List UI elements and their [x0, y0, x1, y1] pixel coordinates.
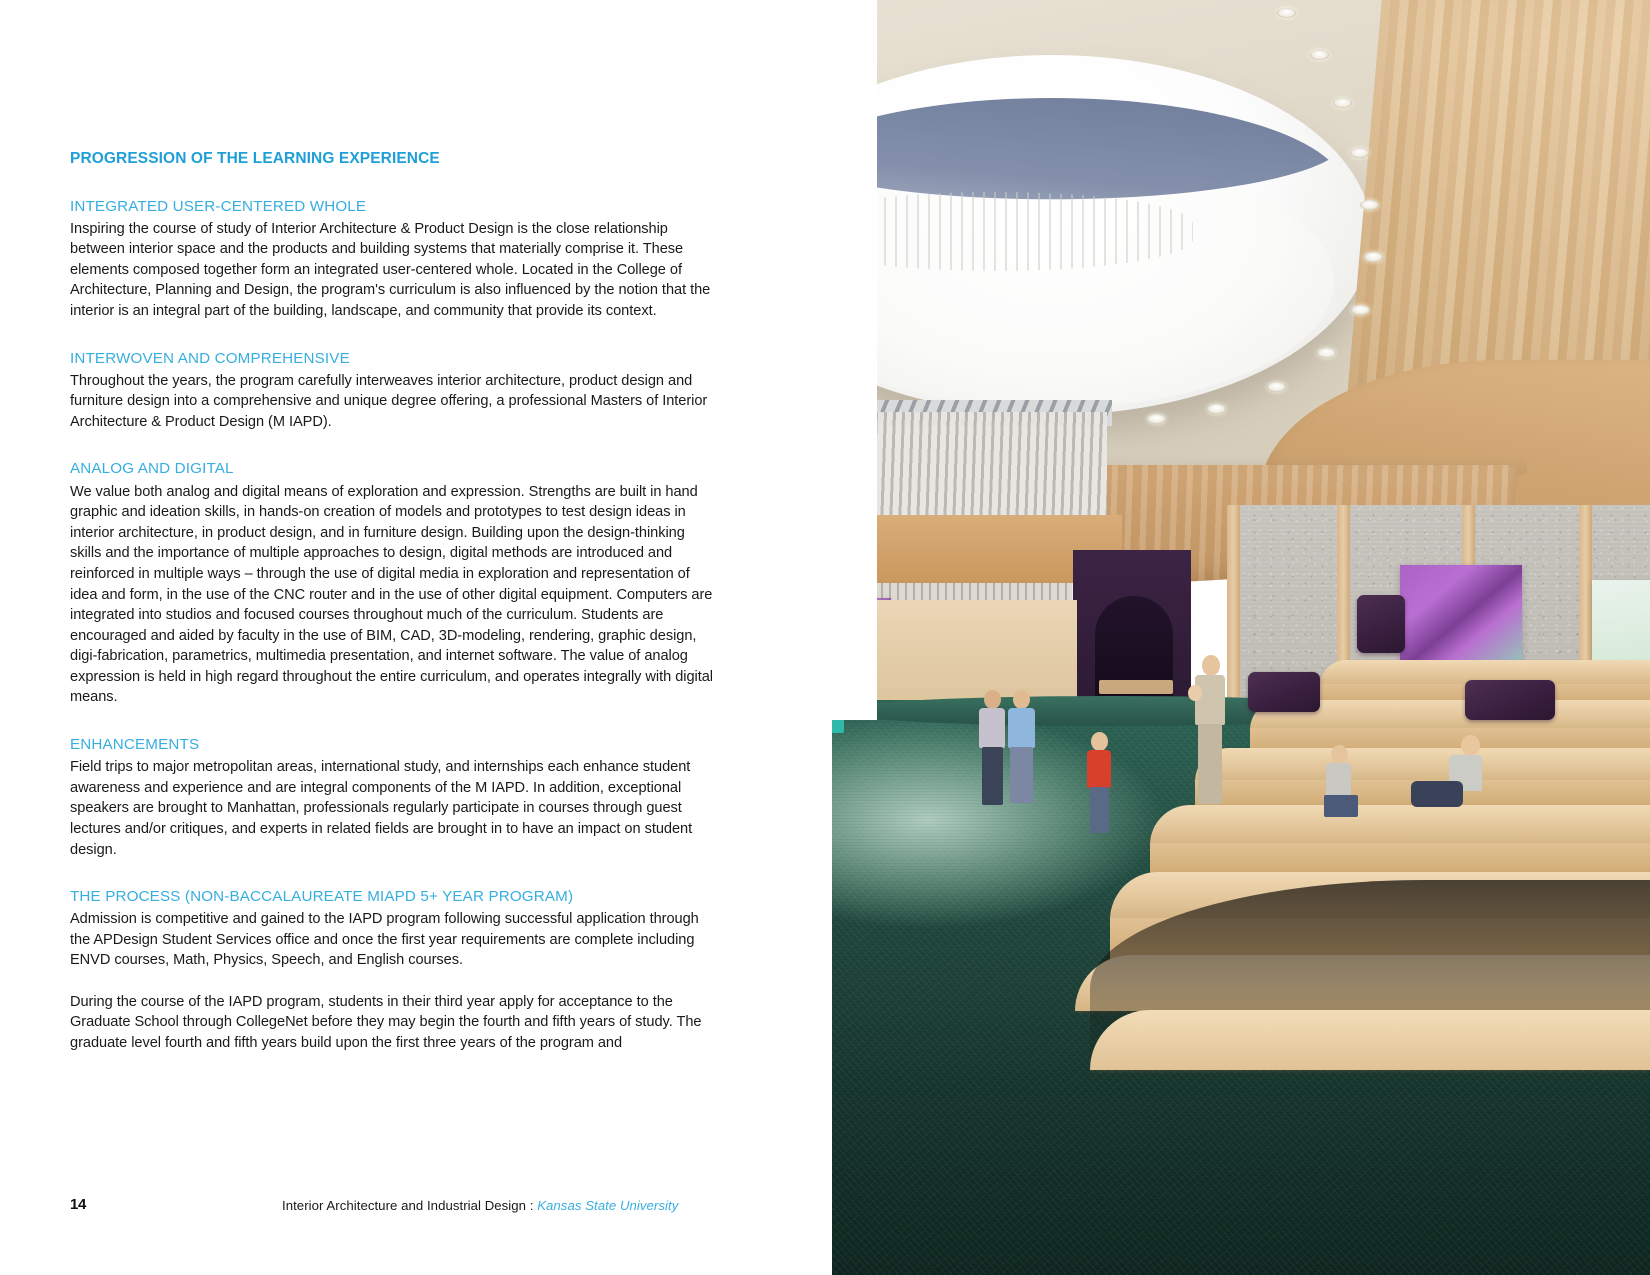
person-torso: [1195, 675, 1225, 725]
section-interwoven-and-comprehensive: [70, 349, 718, 433]
amphitheater-riser: [1090, 1010, 1650, 1070]
downlight-icon: [1360, 200, 1379, 210]
section-heading: INTERWOVEN AND COMPREHENSIVE: [70, 349, 350, 367]
section-the-process: [70, 887, 718, 1053]
section-analog-and-digital: [70, 459, 718, 708]
background-screen-wall: [857, 412, 1107, 517]
person-head: [1331, 745, 1348, 764]
person-head: [1091, 732, 1108, 751]
downlight-icon: [1317, 348, 1336, 358]
amphitheater-riser: [1150, 805, 1650, 845]
page-number: 14: [70, 1196, 87, 1213]
person-adult-holding-child: [1190, 655, 1230, 805]
downlight-icon: [1147, 414, 1166, 424]
downlight-icon: [1207, 404, 1226, 414]
person-head: [984, 690, 1001, 709]
section-heading: ENHANCEMENTS: [70, 736, 200, 754]
person-legs: [1411, 781, 1463, 807]
section-paragraph: Field trips to major metropolitan areas, international study, and internships each enhance student awareness and experience and are integral components of the M IAPD. In addition, exceptional speakers are brought to Manhattan, professionals regularly participate in courses through guest lectures and/or critiques, and experts in related fields are brought in to have an impact on student design.: [70, 759, 693, 858]
photo-page: [777, 0, 1650, 1275]
floor-cushion: [1465, 680, 1555, 720]
downlight-icon: [1310, 50, 1329, 60]
person-legs: [982, 747, 1003, 805]
section-paragraph: Throughout the years, the program carefully interweaves interior architecture, product design and furniture design into a comprehensive and unique degree offering, a professional Masters of Interior Architecture & Product Design (M IAPD).: [70, 372, 708, 430]
alcove-bench: [1099, 680, 1173, 694]
person-torso: [1087, 750, 1111, 788]
section-paragraph: Inspiring the course of study of Interior Architecture & Product Design is the close relationship between interior space and the products and building systems that materially comprise it. These elements composed together form an integrated user-centered whole. Located in the College of Architecture, Planning and Design, the program's curriculum is also influenced by the notion that the interior is an integral part of the building, landscape, and community that provide its context.: [70, 220, 711, 320]
section-enhancements: [70, 735, 718, 860]
text-page: [0, 0, 777, 1275]
downlight-icon: [1351, 305, 1370, 315]
person-child-seated: [1322, 745, 1360, 825]
footer-publication-line: [282, 1198, 678, 1213]
person-torso: [1326, 763, 1351, 797]
person-legs: [1324, 795, 1358, 817]
downlight-icon: [1267, 382, 1286, 392]
atrium-rendering-image: [777, 0, 1650, 1275]
page-title: PROGRESSION OF THE LEARNING EXPERIENCE: [70, 150, 440, 167]
person-legs: [1198, 724, 1222, 804]
downlight-icon: [1277, 8, 1296, 18]
floor-cushion: [1248, 672, 1320, 712]
section-heading: INTEGRATED USER-CENTERED WHOLE: [70, 197, 367, 215]
person-head: [1013, 690, 1030, 709]
person-child-standing: [1003, 690, 1039, 806]
person-torso: [979, 708, 1005, 748]
section-heading: ANALOG AND DIGITAL: [70, 460, 234, 478]
person-head: [1461, 735, 1480, 756]
person-toddler-red-jacket: [1083, 732, 1115, 832]
section-paragraph: During the course of the IAPD program, students in their third year apply for acceptance to the Graduate School through CollegeNet before they may begin the fourth and fifth years of study. The graduate level fourth and fifth years build upon the first three years of the program and: [70, 993, 702, 1051]
person-child-reclining: [1417, 735, 1497, 825]
person-torso: [1008, 708, 1035, 748]
image-bottom-left-margin: [777, 700, 832, 1275]
footer-university-name: Kansas State University: [537, 1198, 679, 1213]
floor-cushion: [1357, 595, 1405, 653]
person-head: [1202, 655, 1220, 676]
section-integrated-user-centered-whole: [70, 197, 718, 322]
downlight-icon: [1364, 252, 1383, 262]
footer-publication-title: Interior Architecture and Industrial Design :: [282, 1198, 538, 1213]
downlight-icon: [1350, 148, 1369, 158]
section-paragraph: Admission is competitive and gained to the IAPD program following successful application through the APDesign Student Services office and once the first year requirements are complete including ENVD courses, Math, Physics, Speech, and English courses.: [70, 911, 699, 969]
text-column: [70, 150, 718, 1053]
section-heading: THE PROCESS (NON-BACCALAUREATE MIAPD 5+ YEAR PROGRAM): [70, 888, 574, 906]
section-paragraph: We value both analog and digital means of exploration and expression. Strengths are built in hand graphic and ideation skills, in hands-on creation of models and prototypes to test design ideas in interior architecture, in product design, and in furniture design. Building upon the design-thinking skills and the importance of multiple approaches to design, digital methods are introduced and reinforced in multiple ways – through the use of digital media in exploration and representation of idea and form, in the use of the CNC router and in the use of other digital equipment. Computers are integrated into studios and focused courses throughout much of the curriculum. Students are encouraged and aided by faculty in the use of BIM, CAD, 3D-modeling, rendering, graphic design, digi-fabrication, parametrics, multimedia presentation, and internet software. The value of analog expression is held in high regard throughout the entire curriculum, and operates integrally with digital means.: [70, 483, 713, 706]
person-legs: [1010, 747, 1033, 803]
page-footer: [70, 1196, 729, 1216]
image-left-margin: [777, 0, 877, 720]
infant-head: [1188, 685, 1202, 701]
downlight-icon: [1333, 98, 1352, 108]
person-legs: [1090, 787, 1109, 833]
